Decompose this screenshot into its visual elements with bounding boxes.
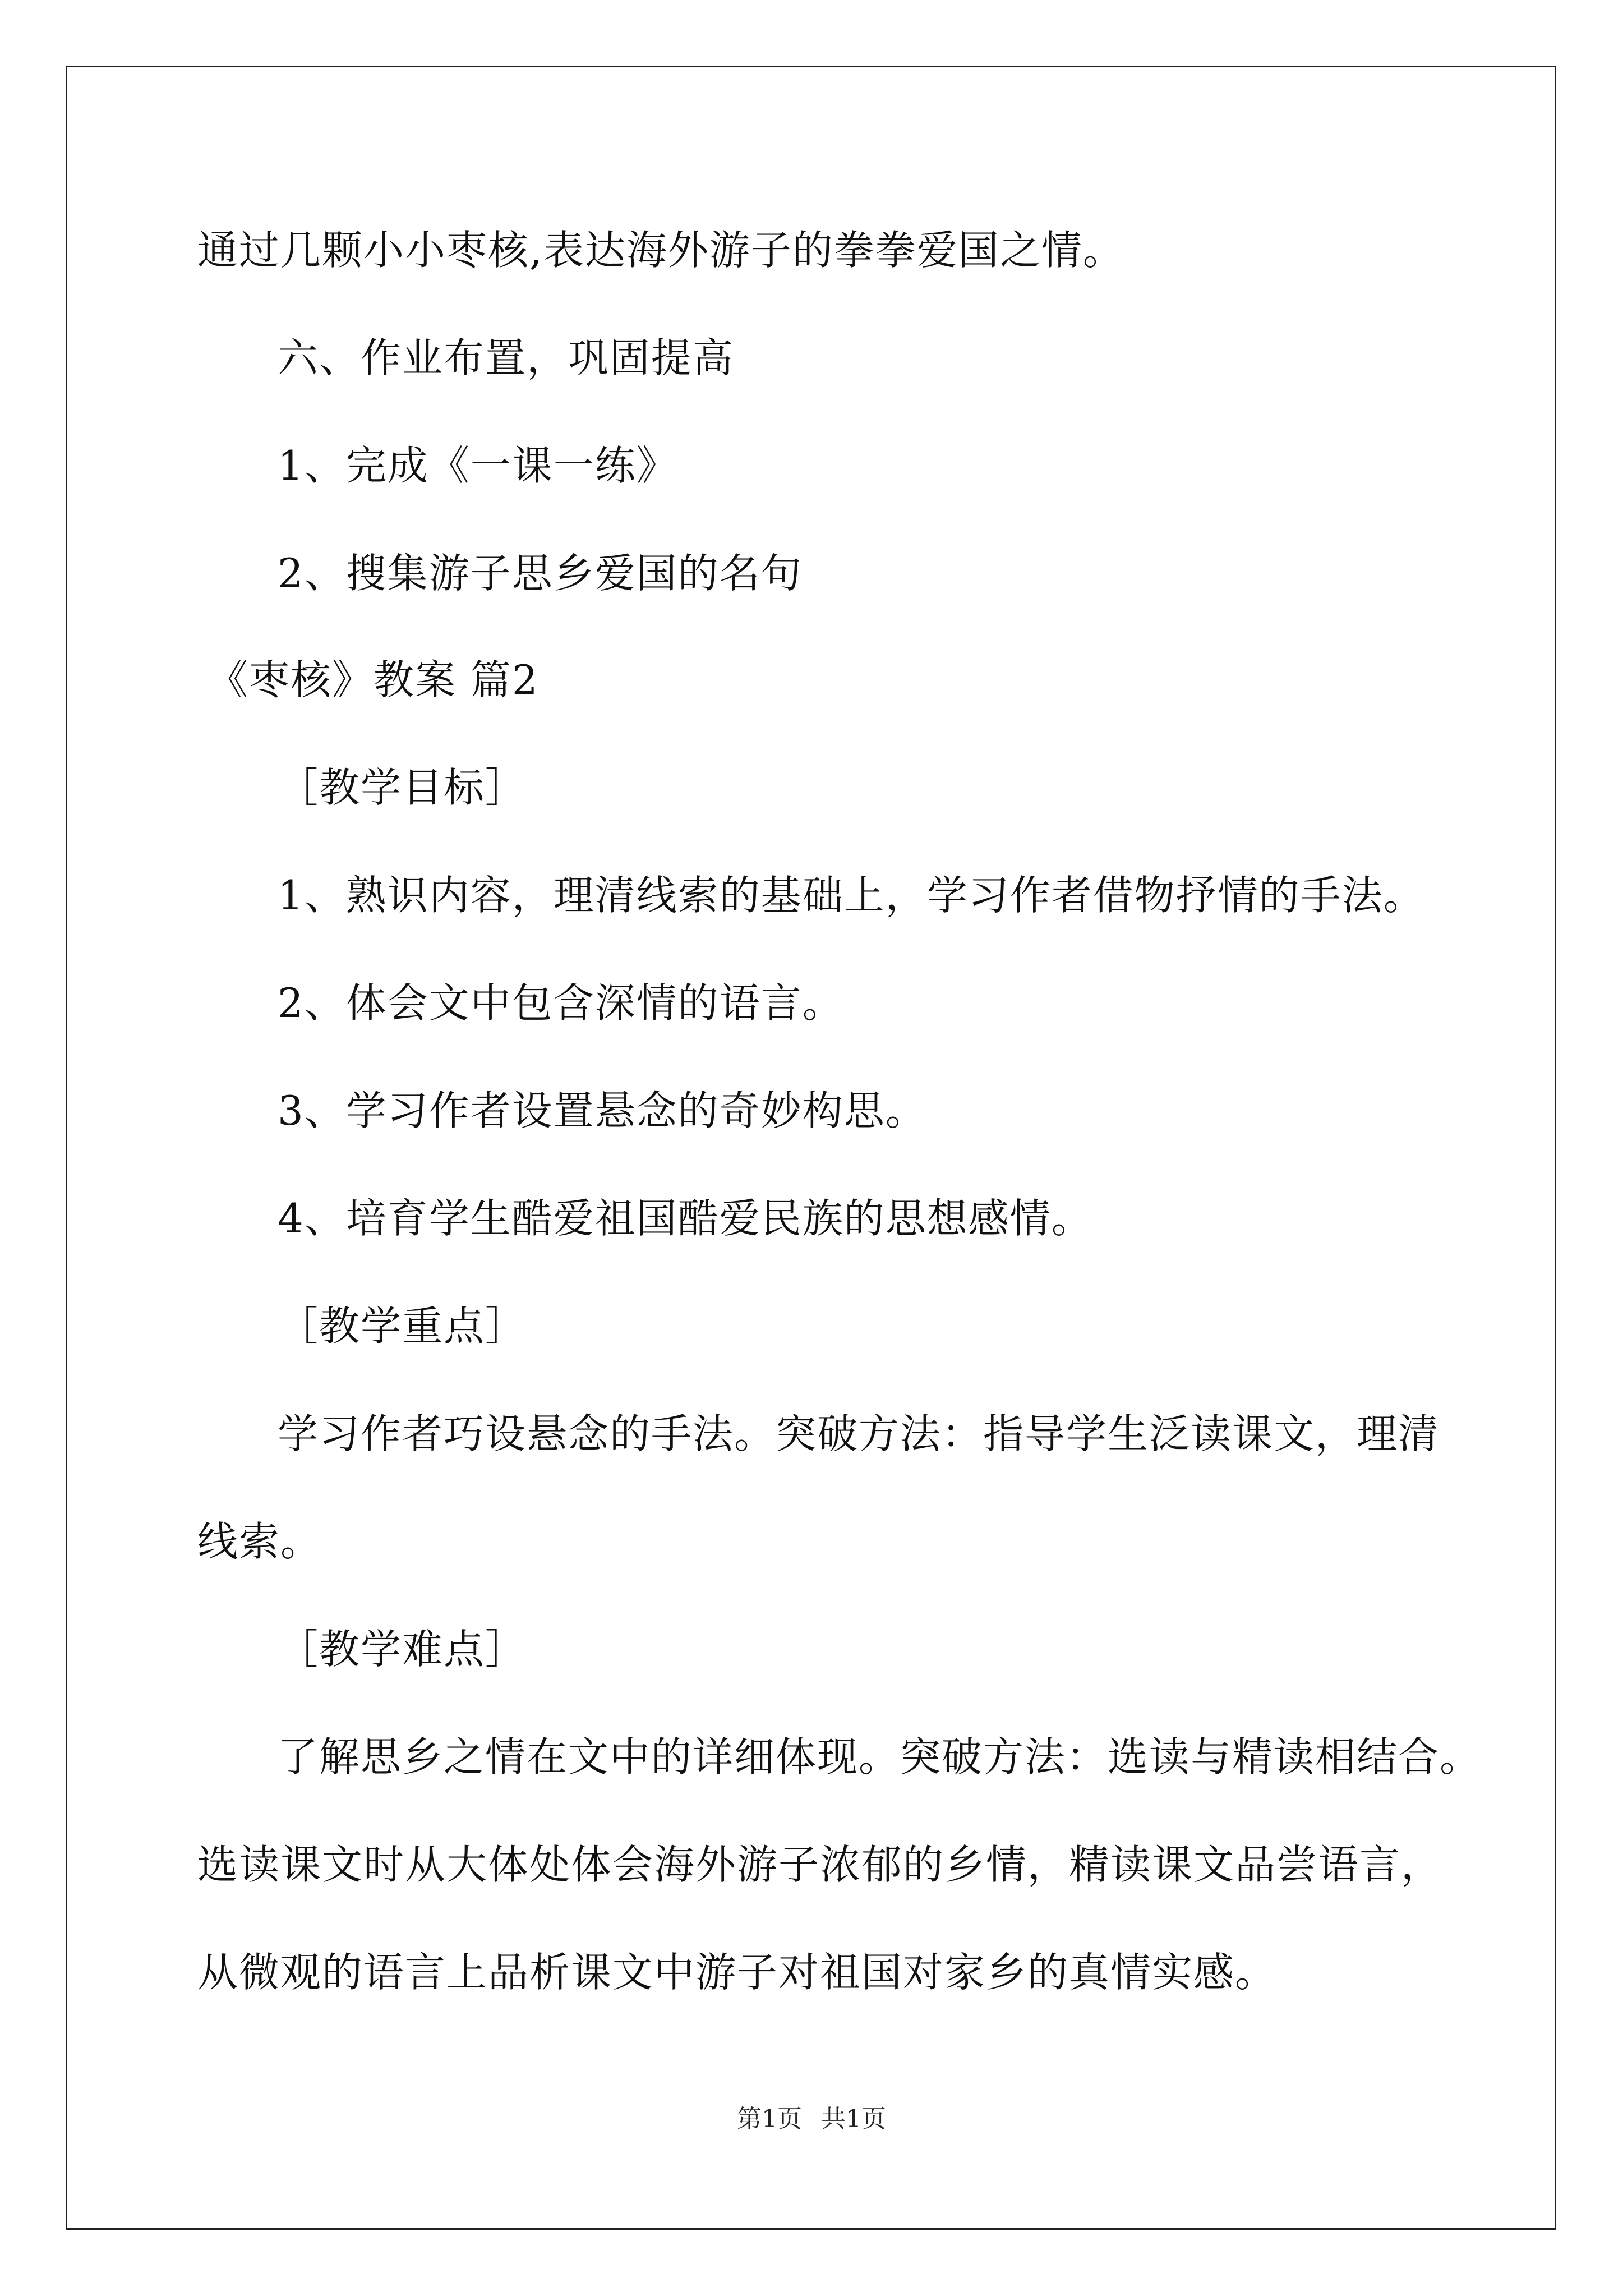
page-border (66, 66, 1556, 2230)
lesson-title: 《枣核》教案 篇2 (208, 656, 539, 703)
list-item: 1、熟识内容，理清线索的基础上，学习作者借物抒情的手法。 (278, 872, 1425, 919)
paragraph-line: 学习作者巧设悬念的手法。突破方法：指导学生泛读课文，理清 (278, 1410, 1440, 1457)
list-item: 3、学习作者设置悬念的奇妙构思。 (278, 1087, 927, 1134)
paragraph-line: 选读课文时从大体处体会海外游子浓郁的乡情，精读课文品尝语言， (197, 1841, 1443, 1888)
list-item: 1、完成《一课一练》 (278, 442, 678, 489)
section-heading: 六、作业布置，巩固提高 (278, 334, 735, 381)
section-heading: ［教学难点］ (278, 1626, 527, 1673)
paragraph-line: 了解思乡之情在文中的详细体现。突破方法：选读与精读相结合。 (278, 1733, 1482, 1780)
page-footer (0, 2102, 1623, 2136)
paragraph-line: 从微观的语言上品析课文中游子对祖国对家乡的真情实感。 (197, 1949, 1277, 1996)
section-heading: ［教学重点］ (278, 1303, 527, 1350)
section-heading: ［教学目标］ (278, 764, 527, 811)
paragraph-line: 通过几颗小小枣核,表达海外游子的拳拳爱国之情。 (197, 227, 1124, 274)
page-number: 第1页 (737, 2105, 802, 2133)
page-total: 共1页 (821, 2105, 886, 2133)
list-item: 2、体会文中包含深情的语言。 (278, 979, 844, 1027)
list-item: 2、搜集游子思乡爱国的名句 (278, 550, 803, 597)
paragraph-line: 线索。 (197, 1518, 322, 1565)
list-item: 4、培育学生酷爱祖国酷爱民族的思想感情。 (278, 1195, 1093, 1242)
